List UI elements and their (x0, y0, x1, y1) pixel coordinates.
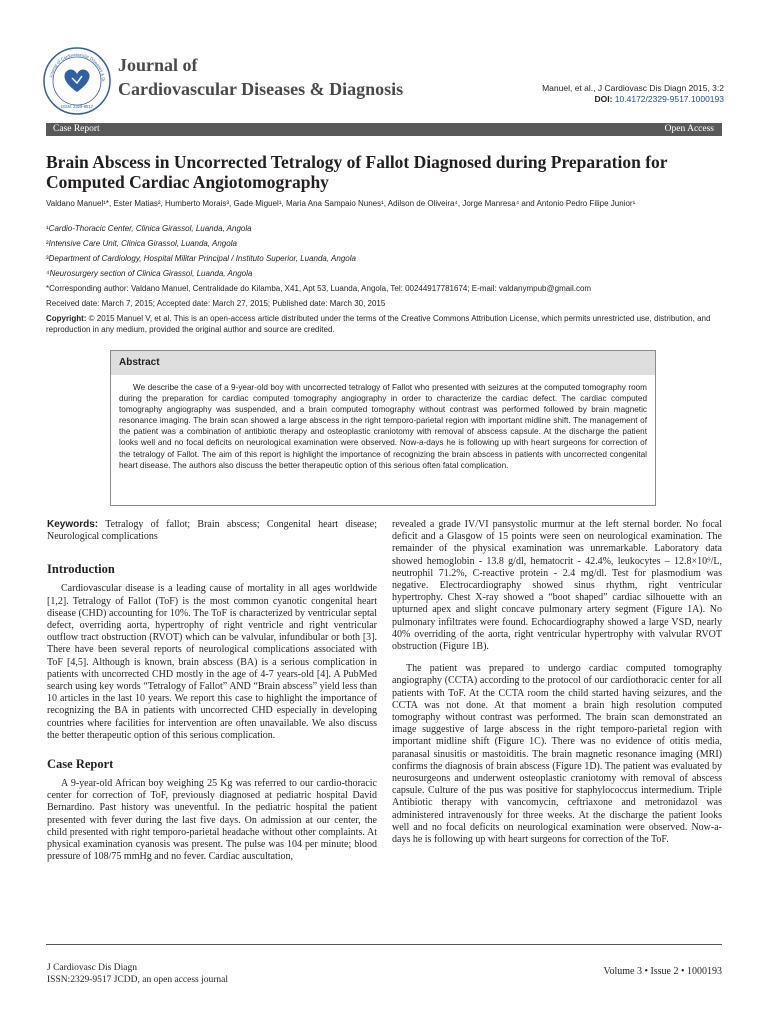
journal-title (118, 54, 403, 100)
footer-volume: Volume 3 • Issue 2 • 1000193 (603, 966, 722, 977)
affiliation-mark: ³ (46, 254, 49, 263)
logo-issn: ISSN: 2329-9517 (60, 104, 94, 109)
case-report-heading: Case Report (47, 757, 114, 772)
doi-label: DOI: (594, 94, 613, 104)
abstract-heading: Abstract (119, 357, 160, 368)
affiliation-text: Neurosurgery section of Clinica Girassol, Luanda, Angola (49, 269, 253, 278)
doi-link[interactable]: 10.4172/2329-9517.1000193 (614, 94, 724, 104)
citation: Manuel, et al., J Cardiovasc Dis Diagn 2015, 3:2 (542, 83, 724, 93)
open-access-label: Open Access (664, 124, 714, 134)
footer-divider (46, 944, 722, 945)
footer-journal-abbrev: J Cardiovasc Dis Diagn (47, 963, 137, 973)
case-report-text: A 9-year-old African boy weighing 25 Kg was referred to our cardio-thoracic center for correction of ToF, previously diagnosed at pediatric hospital David Bernardino. Past history was uneventful. In the pediatric hospital the patient presented with fever during the last five days. On admission at our center, the child presented with right temporo-parietal headache without other complaints. At physical examination cyanosis was present. The pulse was 104 per minute; blood pressure of 108/75 mmHg and no fever. Cardiac auscultation, (47, 778, 377, 863)
journal-title-line1: Journal of (118, 55, 198, 75)
article-title: Brain Abscess in Uncorrected Tetralogy of Fallot Diagnosed during Preparation for Computed Cardiac Angiotomography (46, 152, 668, 192)
article-dates: Received date: March 7, 2015; Accepted date: March 27, 2015; Published date: March 30, 2015 (46, 299, 386, 308)
right-paragraph-1: revealed a grade IV/VI pansystolic murmur at the left sternal border. No focal deficit and a Glasgow of 15 points were seen on neurological examination. The remainder of the physical examination was unremarkable. Laboratory data showed hemoglobin - 13.8 g/dl, hematocrit - 42.4%, leukocytes – 12.8×10⁹/L, neutrophil 71.2%, C-reactive protein - 2.4 mg/dl. Test for plasmodium was negative. Electrocardiography showed sinus rhythm, right ventricular hypertrophy. Chest X-ray showed a “boot shaped” cardiac silhouette with an upturned apex and slight concave pulmonary artery segment (Figure 1A). No pulmonary infiltrates were found. Echocardiography showed a large VSD, nearly 40% overriding of the aorta, right ventricular hypertrophy with valvular RVOT obstruction (Figure 1B). (392, 519, 722, 653)
article-type-label: Case Report (53, 124, 100, 134)
affiliation-3 (46, 253, 726, 264)
right-paragraph-2: The patient was prepared to undergo cardiac computed tomography angiography (CCTA) according to the protocol of our cardiothoracic center for all patients with ToF. At the CCTA room the child started having seizures, and the CCTA was not done. At that moment a brain high resolution computed tomography without contrast was performed. The brain scan demonstrated an image suggestive of large abscess in the right temporo-parietal region with important midline shift (Figure 1C). There was no evidence of otitis media, paranasal sinusitis or mastoiditis. The brain magnetic resonance imaging (MRI) confirms the diagnosis of brain abscess (Figure 1D). The patient was evaluated by neurosurgeons and underwent osteoplastic craniotomy with removal of abscess capsule. Culture of the pus was positive for staphylococcus intermedium. Triple Antibiotic therapy with vancomycin, ceftriaxone and metronidazol was administered intravenously for three weeks. At the discharge the patient looks well and no focal deficits on neurological examination were observed. Now-a-days he is following up with heart surgeons for correction of the ToF. (392, 663, 722, 846)
logo-text: Journal of Cardiovascular Diseases & Di (48, 51, 107, 82)
copyright-text: © 2015 Manuel V, et al. This is an open-access article distributed under the terms of the Creative Commons Attribution License, which permits unrestricted use, distribution, and reproduction in any medium, provided the original author and source are credited. (46, 314, 711, 334)
abstract-text: We describe the case of a 9-year-old boy with uncorrected tetralogy of Fallot who presented with seizures at the computed tomography room during the preparation for cardiac computed tomography angiography in order to characterize the cardiac defect. The cardiac computed tomography angiography was suspended, and a brain computed tomography without contrast was performed followed by brain magnetic resonance imaging. The brain scan showed a large abscess in the right temporo-parietal region with important midline shift. The management of the patient was a combination of antibiotic therapy and osteoplastic craniotomy with removal of abscess capsule. At the discharge the patient looks well and no focal deficits on neurological examination were observed. Now-a-days he is following up with heart surgeons for correction of the tetralogy of Fallot. The aim of this report is highlight the importance of recognizing the brain abscess in patients with uncorrected congenital heart disease. The authors also discuss the better therapeutic option of this serious often fatal complication. (119, 383, 647, 470)
abstract-header (111, 351, 655, 375)
intro-heading: Introduction (47, 562, 115, 577)
footer-issn: ISSN:2329-9517 JCDD, an open access journal (47, 975, 229, 985)
keywords-label: Keywords: (47, 519, 99, 530)
abstract-box (110, 350, 656, 506)
keywords-text: Tetralogy of fallot; Brain abscess; Congenital heart disease; Neurological complications (47, 519, 377, 543)
copyright-notice (46, 313, 726, 335)
affiliation-text: Department of Cardiology, Hospital Militar Principal / Instituto Superior, Luanda, Angola (48, 254, 356, 263)
keywords (47, 519, 377, 543)
journal-title-line2: Cardiovascular Diseases & Diagnosis (118, 79, 404, 99)
journal-logo (42, 46, 112, 116)
article-type-bar (46, 123, 722, 136)
right-column (392, 519, 722, 846)
affiliation-text: Intensive Care Unit, Clinica Girassol, Luanda, Angola (48, 239, 237, 248)
citation-block (542, 83, 724, 105)
affiliation-2 (46, 238, 726, 249)
intro-text: Cardiovascular disease is a leading cause of mortality in all ages worldwide [1,2]. Tetralogy of Fallot (ToF) is the most common cyanotic congenital heart disease (CHD) accounting for 10%. The ToF is characterized by ventricular septal defect, overriding aorta, hypertrophy of right ventricle and right ventricular outflow tract obstruction (RVOT) which can be valvular, infundibular or both [3]. There have been several reports of neurological complications associated with ToF [4,5]. Although is known, brain abscess (BA) is a serious complication in patients with uncorrected CHD mostly in the age of 4-7 years-old [4]. A PubMed search using key words “Tetralogy of Fallot” AND “Brain abscess” yield less than 10 articles in the last 10 years. We report this case to highlight the importance of recognizing the BA in patients with uncorrected CHD especially in developing countries where facilities for intervention are often unavailable. We also discuss the better therapeutic option of this serious complication. (47, 583, 377, 741)
affiliation-1 (46, 223, 726, 234)
affiliation-mark: ¹ (46, 224, 49, 233)
affiliation-mark: ⁴ (46, 269, 50, 278)
affiliation-text: Cardio-Thoracic Center, Clinica Girassol, Luanda, Angola (48, 224, 252, 233)
footer-journal-info (47, 962, 228, 986)
affiliation-mark: ² (46, 239, 49, 248)
corresponding-author: *Corresponding author: Valdano Manuel, Centralidade do Kilamba, X41, Apt 53, Luanda, Angola, Tel: 00244917781674; E-mail: valdanympub@gmail.com (46, 284, 592, 293)
copyright-label: Copyright: (46, 314, 87, 323)
author-list: Valdano Manuel¹*, Ester Matias², Humberto Morais³, Gade Miguel¹, Maria Ana Sampaio Nunes¹, Adilson de Oliveira⁴, Jorge Manresa⁴ and Antonio Pedro Filipe Junior¹ (46, 199, 636, 208)
left-column (47, 519, 377, 863)
affiliation-4 (46, 268, 726, 279)
